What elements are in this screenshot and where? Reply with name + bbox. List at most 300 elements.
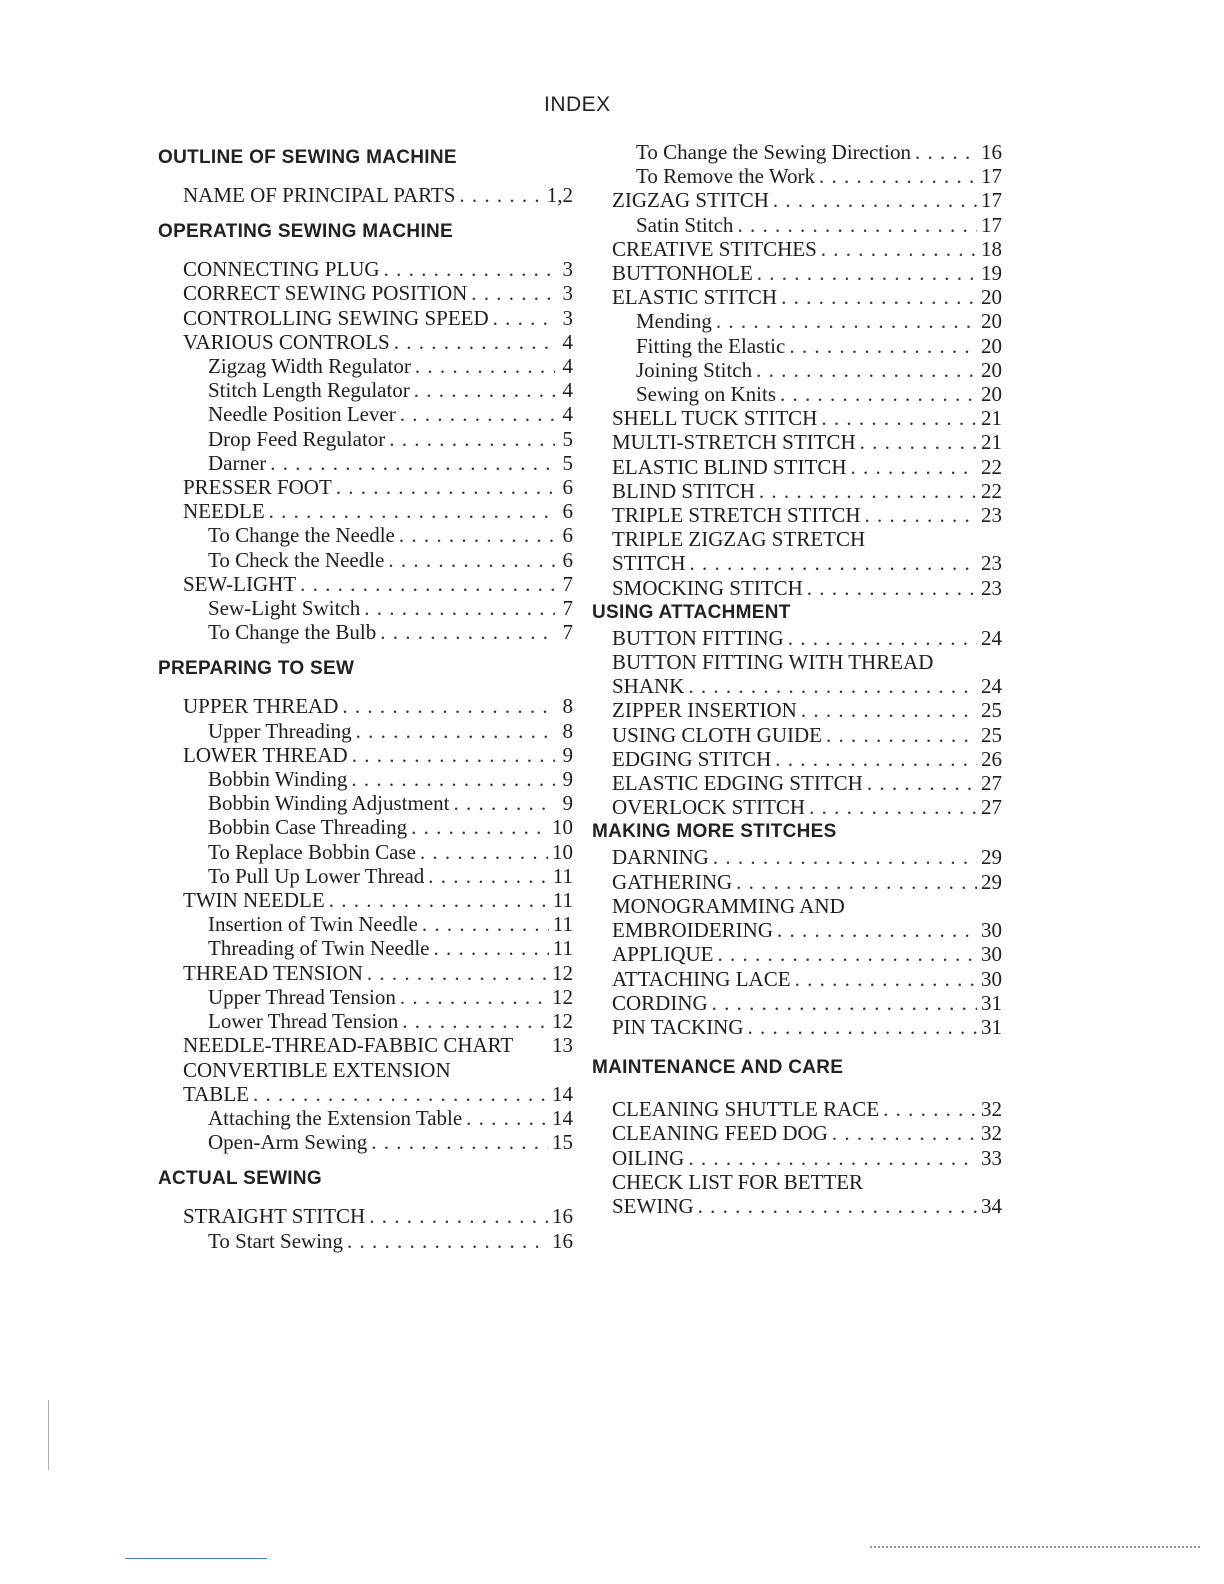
page-number: 23 (981, 503, 1002, 528)
entry-title: BUTTONHOLE (612, 261, 753, 286)
page-number: 16 (552, 1228, 573, 1253)
entry-title: To Pull Up Lower Thread (208, 863, 425, 888)
index-entry[interactable] (592, 1121, 1002, 1145)
dot-leader (788, 626, 977, 650)
index-subentry[interactable] (158, 523, 573, 547)
dot-leader (367, 961, 548, 985)
dot-leader (433, 936, 548, 960)
page-number: 26 (981, 746, 1002, 771)
dot-leader (773, 188, 977, 212)
dot-leader (300, 572, 555, 596)
entry-title: To Start Sewing (208, 1228, 344, 1253)
entry-title: THREAD TENSION (183, 960, 363, 985)
index-entry[interactable] (158, 499, 573, 523)
entry-title: VARIOUS CONTROLS (183, 329, 390, 354)
entry-title: Drop Feed Regulator (208, 426, 386, 451)
page-number: 17 (981, 188, 1002, 213)
page-number: 4 (562, 329, 573, 354)
entry-title: Threading of Twin Needle (208, 936, 430, 961)
page-number: 24 (981, 625, 1002, 650)
page-number: 31 (981, 1014, 1002, 1039)
index-subentry[interactable] (158, 1009, 573, 1033)
dot-leader (411, 815, 548, 839)
page-number: 7 (562, 596, 573, 621)
entry-title: To Check the Needle (208, 547, 385, 572)
index-subentry[interactable] (158, 427, 573, 451)
section-heading: ACTUAL SEWING (158, 1168, 322, 1190)
index-subentry[interactable] (158, 719, 573, 743)
dot-leader (698, 1194, 977, 1218)
page-number: 21 (981, 406, 1002, 431)
entry-title: ELASTIC EDGING STITCH (612, 771, 863, 796)
dot-leader (690, 551, 978, 575)
section-heading: PREPARING TO SEW (158, 658, 355, 680)
entry-title: CLEANING FEED DOG (612, 1121, 828, 1146)
page-number: 25 (981, 698, 1002, 723)
page-number: 8 (562, 694, 573, 719)
page-number: 17 (981, 212, 1002, 237)
index-entry[interactable] (158, 330, 573, 354)
page-number: 20 (981, 357, 1002, 382)
page-number: 3 (562, 281, 573, 306)
dot-leader (736, 870, 977, 894)
page-number: 3 (562, 305, 573, 330)
entry-title: Bobbin Winding Adjustment (208, 791, 450, 816)
entry-title: ZIPPER INSERTION (612, 698, 797, 723)
index-entry[interactable] (158, 306, 573, 330)
page-number: 27 (981, 771, 1002, 796)
index-entry[interactable] (592, 674, 1002, 698)
index-entry[interactable] (158, 743, 573, 767)
dot-leader (860, 430, 977, 454)
index-entry[interactable] (158, 961, 573, 985)
page-number: 9 (562, 742, 573, 767)
index-entry[interactable] (592, 991, 1002, 1015)
index-subentry[interactable] (592, 140, 1002, 164)
page-number: 7 (562, 620, 573, 645)
page-number: 31 (981, 990, 1002, 1015)
dot-leader (807, 576, 977, 600)
entry-title: Insertion of Twin Needle (208, 912, 418, 937)
dot-leader (253, 1082, 548, 1106)
index-subentry[interactable] (158, 451, 573, 475)
dot-leader (428, 864, 549, 888)
entry-title: Attaching the Extension Table (208, 1105, 463, 1130)
index-subentry[interactable] (158, 767, 573, 791)
page-number: 9 (562, 791, 573, 816)
page-number: 12 (552, 984, 573, 1009)
index-entry[interactable] (592, 698, 1002, 722)
entry-title: Joining Stitch (636, 357, 753, 382)
spacer (158, 171, 573, 183)
page-number: 11 (552, 888, 573, 913)
index-entry[interactable] (592, 237, 1002, 261)
entry-title: UPPER THREAD (183, 694, 339, 719)
entry-title: MONOGRAMMING AND (612, 893, 845, 918)
entry-title: ATTACHING LACE (612, 966, 791, 991)
page-number: 23 (981, 551, 1002, 576)
dot-leader (712, 991, 977, 1015)
entry-title: Needle Position Lever (208, 402, 396, 427)
dot-leader (867, 771, 977, 795)
index-entry[interactable] (592, 188, 1002, 212)
page-number: 12 (552, 960, 573, 985)
index-entry[interactable] (592, 551, 1002, 575)
page-number: 14 (552, 1105, 573, 1130)
index-entry[interactable] (592, 503, 1002, 527)
index-entry[interactable] (158, 1033, 573, 1057)
index-subentry[interactable] (158, 1130, 573, 1154)
entry-title: EDGING STITCH (612, 746, 772, 771)
dot-leader (414, 378, 555, 402)
index-subentry[interactable] (158, 936, 573, 960)
index-entry[interactable] (158, 888, 573, 912)
entry-title: Upper Threading (208, 718, 352, 743)
index-subentry[interactable] (592, 358, 1002, 382)
dot-leader (809, 795, 977, 819)
entry-title: Stitch Length Regulator (208, 378, 410, 403)
entry-title: SEW-LIGHT (183, 571, 297, 596)
entry-title: SHANK (612, 674, 685, 699)
index-entry[interactable] (592, 455, 1002, 479)
spacer (592, 1039, 1002, 1055)
scan-edge-mark (48, 1400, 49, 1470)
page-number: 8 (562, 718, 573, 743)
dot-leader (737, 213, 977, 237)
page-number: 30 (981, 966, 1002, 991)
dot-leader (688, 1146, 977, 1170)
index-subentry[interactable] (592, 213, 1002, 237)
index-subentry[interactable] (158, 402, 573, 426)
dot-leader (795, 967, 977, 991)
dot-leader (352, 743, 555, 767)
index-subentry[interactable] (158, 840, 573, 864)
entry-title: Zigzag Width Regulator (208, 354, 411, 379)
entry-title: LOWER THREAD (183, 742, 348, 767)
index-entry[interactable] (592, 285, 1002, 309)
entry-title: CREATIVE STITCHES (612, 236, 817, 261)
dot-leader (832, 1121, 977, 1145)
dot-leader (471, 281, 555, 305)
index-entry[interactable] (592, 1194, 1002, 1218)
index-entry[interactable] (158, 281, 573, 305)
index-subentry[interactable] (158, 864, 573, 888)
dot-leader (777, 918, 977, 942)
dot-leader (915, 140, 977, 164)
index-entry[interactable] (592, 1146, 1002, 1170)
dot-leader (270, 451, 555, 475)
dot-leader (364, 596, 555, 620)
index-entry[interactable] (592, 1015, 1002, 1039)
index-entry[interactable] (158, 257, 573, 281)
dot-leader (453, 791, 555, 815)
index-entry[interactable] (592, 870, 1002, 894)
page-number: 20 (981, 309, 1002, 334)
section-heading: MAINTENANCE AND CARE (592, 1057, 844, 1079)
entry-title: BUTTON FITTING (612, 625, 784, 650)
dot-leader (780, 382, 977, 406)
scan-dotted-mark (870, 1546, 1200, 1548)
dot-leader (336, 475, 555, 499)
entry-title: DARNING (612, 845, 709, 870)
index-entry[interactable] (158, 1204, 573, 1228)
dot-leader (688, 674, 977, 698)
entry-title: TWIN NEEDLE (183, 888, 325, 913)
page-number: 6 (562, 523, 573, 548)
index-entry[interactable] (592, 1097, 1002, 1121)
dot-leader (394, 330, 555, 354)
page-number: 34 (981, 1193, 1002, 1218)
page-number: 9 (562, 767, 573, 792)
dot-leader (399, 523, 555, 547)
section-heading: MAKING MORE STITCHES (592, 821, 837, 843)
spacer (158, 1192, 573, 1204)
index-entry[interactable] (592, 747, 1002, 771)
page-number: 11 (552, 912, 573, 937)
page-number: 29 (981, 869, 1002, 894)
page-number: 13 (552, 1033, 573, 1058)
dot-leader (713, 845, 977, 869)
entry-title: Bobbin Winding (208, 767, 348, 792)
dot-leader (826, 723, 977, 747)
page-number: 30 (981, 942, 1002, 967)
entry-title: Lower Thread Tension (208, 1009, 399, 1034)
index-entry[interactable] (592, 894, 1002, 918)
page-number: 32 (981, 1121, 1002, 1146)
index-subentry[interactable] (158, 985, 573, 1009)
page-number: 16 (552, 1204, 573, 1229)
index-subentry[interactable] (592, 309, 1002, 333)
spacer (158, 682, 573, 694)
dot-leader (775, 747, 977, 771)
entry-title: PIN TACKING (612, 1014, 744, 1039)
dot-leader (819, 164, 977, 188)
page-number: 5 (562, 426, 573, 451)
entry-title: APPLIQUE (612, 942, 714, 967)
index-entry[interactable] (592, 967, 1002, 991)
entry-title: CLEANING SHUTTLE RACE (612, 1097, 880, 1122)
page-number: 25 (981, 722, 1002, 747)
index-entry[interactable] (592, 723, 1002, 747)
index-entry[interactable] (158, 694, 573, 718)
entry-title: CONTROLLING SEWING SPEED (183, 305, 489, 330)
entry-title: Open-Arm Sewing (208, 1130, 368, 1155)
index-subentry[interactable] (158, 791, 573, 815)
index-column-right (592, 140, 1002, 1218)
index-entry[interactable] (158, 572, 573, 596)
entry-title: CHECK LIST FOR BETTER (612, 1169, 864, 1194)
entry-title: MULTI-STRETCH STITCH (612, 430, 856, 455)
entry-title: EMBROIDERING (612, 918, 773, 943)
index-subentry[interactable] (158, 912, 573, 936)
dot-leader (369, 1204, 548, 1228)
index-subentry[interactable] (158, 596, 573, 620)
dot-leader (716, 309, 977, 333)
dot-leader (781, 285, 977, 309)
page-number: 3 (562, 257, 573, 282)
entry-title: To Change the Sewing Direction (636, 140, 911, 164)
page-number: 20 (981, 333, 1002, 358)
entry-title: CONVERTIBLE EXTENSION (183, 1057, 451, 1082)
index-subentry[interactable] (158, 620, 573, 644)
page-number: 22 (981, 478, 1002, 503)
scan-line-mark (125, 1558, 267, 1559)
entry-title: TRIPLE STRETCH STITCH (612, 503, 861, 528)
spacer (158, 1154, 573, 1166)
dot-leader (493, 306, 555, 330)
dot-leader (466, 1106, 548, 1130)
entry-title: CONNECTING PLUG (183, 257, 380, 282)
entry-title: ELASTIC STITCH (612, 285, 778, 310)
index-entry[interactable] (592, 771, 1002, 795)
dot-leader (351, 767, 555, 791)
page-number: 17 (981, 164, 1002, 189)
dot-leader (801, 698, 977, 722)
dot-leader (883, 1097, 977, 1121)
index-subentry[interactable] (592, 164, 1002, 188)
index-entry[interactable] (592, 430, 1002, 454)
entry-title: STRAIGHT STITCH (183, 1204, 366, 1229)
page-number: 32 (981, 1097, 1002, 1122)
entry-title: TRIPLE ZIGZAG STRETCH (612, 527, 866, 552)
dot-leader (718, 942, 977, 966)
dot-leader (821, 406, 977, 430)
page-number: 14 (552, 1081, 573, 1106)
entry-title: USING CLOTH GUIDE (612, 722, 822, 747)
index-entry[interactable] (592, 845, 1002, 869)
entry-title: To Remove the Work (636, 164, 816, 189)
page-number: 27 (981, 795, 1002, 820)
entry-title: CORRECT SEWING POSITION (183, 281, 468, 306)
index-entry[interactable] (592, 527, 1002, 551)
index-subentry[interactable] (158, 378, 573, 402)
dot-leader (342, 694, 555, 718)
page-number: 16 (981, 140, 1002, 164)
page-number: 11 (552, 936, 573, 961)
dot-leader (269, 499, 555, 523)
index-subentry[interactable] (158, 354, 573, 378)
dot-leader (384, 257, 555, 281)
page-number: 6 (562, 547, 573, 572)
entry-title: CORDING (612, 990, 708, 1015)
dot-leader (380, 620, 555, 644)
page-number: 20 (981, 382, 1002, 407)
dot-leader (389, 427, 555, 451)
index-entry[interactable] (158, 1058, 573, 1082)
dot-leader (748, 1015, 977, 1039)
index-column-left (158, 145, 573, 1253)
index-subentry[interactable] (158, 1229, 573, 1253)
dot-leader (388, 548, 555, 572)
page-number: 6 (562, 475, 573, 500)
index-subentry[interactable] (592, 334, 1002, 358)
page-number: 24 (981, 674, 1002, 699)
index-subentry[interactable] (158, 548, 573, 572)
page-number: 12 (552, 1009, 573, 1034)
entry-title: TABLE (183, 1081, 249, 1106)
index-entry[interactable] (158, 475, 573, 499)
section-heading: OPERATING SEWING MACHINE (158, 221, 454, 243)
entry-title: STITCH (612, 551, 686, 576)
index-entry[interactable] (592, 576, 1002, 600)
entry-title: Satin Stitch (636, 212, 734, 237)
page-number: 22 (981, 454, 1002, 479)
dot-leader (789, 334, 977, 358)
dot-leader (329, 888, 549, 912)
page-number: 10 (552, 815, 573, 840)
page-number: 15 (552, 1130, 573, 1155)
spacer (158, 644, 573, 656)
dot-leader (415, 354, 555, 378)
page-number: 19 (981, 261, 1002, 286)
entry-title: To Change the Bulb (208, 620, 377, 645)
page-number: 6 (562, 499, 573, 524)
entry-title: Darner (208, 450, 267, 475)
index-entry[interactable] (592, 942, 1002, 966)
entry-title: ELASTIC BLIND STITCH (612, 454, 847, 479)
entry-title: To Change the Needle (208, 523, 395, 548)
section-heading: USING ATTACHMENT (592, 601, 791, 623)
entry-title: BLIND STITCH (612, 478, 755, 503)
dot-leader (356, 719, 555, 743)
entry-title: SHELL TUCK STITCH (612, 406, 818, 431)
dot-leader (821, 237, 977, 261)
dot-leader (757, 261, 977, 285)
page-number: 10 (552, 839, 573, 864)
page-number: 20 (981, 285, 1002, 310)
dot-leader (756, 358, 977, 382)
index-subentry[interactable] (158, 815, 573, 839)
index-entry[interactable] (592, 479, 1002, 503)
entry-title: OILING (612, 1145, 685, 1170)
entry-title: Fitting the Elastic (636, 333, 786, 358)
page-number: 29 (981, 845, 1002, 870)
entry-title: Sewing on Knits (636, 382, 777, 407)
entry-title: PRESSER FOOT (183, 475, 332, 500)
dot-leader (851, 455, 978, 479)
entry-title: ZIGZAG STITCH (612, 188, 769, 213)
dot-leader (459, 183, 542, 207)
index-entry[interactable] (592, 261, 1002, 285)
index-entry[interactable] (592, 1170, 1002, 1194)
dot-leader (759, 479, 977, 503)
page-number: 11 (552, 863, 573, 888)
page-number: 30 (981, 918, 1002, 943)
dot-leader (402, 1009, 548, 1033)
index-entry[interactable] (158, 1082, 573, 1106)
index-entry[interactable] (592, 626, 1002, 650)
index-subentry[interactable] (158, 1106, 573, 1130)
entry-title: Upper Thread Tension (208, 984, 396, 1009)
page-number: 5 (562, 450, 573, 475)
entry-title: Bobbin Case Threading (208, 815, 408, 840)
index-entry[interactable] (592, 795, 1002, 819)
entry-title: OVERLOCK STITCH (612, 795, 806, 820)
dot-leader (400, 402, 555, 426)
dot-leader (371, 1130, 548, 1154)
index-subentry[interactable] (592, 382, 1002, 406)
entry-title: NAME OF PRINCIPAL PARTS (183, 183, 456, 207)
page-number: 4 (562, 378, 573, 403)
index-entry[interactable] (592, 650, 1002, 674)
entry-title: NEEDLE (183, 499, 265, 524)
page-number: 4 (562, 354, 573, 379)
index-entry[interactable] (592, 406, 1002, 430)
index-entry[interactable] (158, 183, 573, 207)
page-number: 21 (981, 430, 1002, 455)
index-entry[interactable] (592, 918, 1002, 942)
dot-leader (422, 912, 549, 936)
